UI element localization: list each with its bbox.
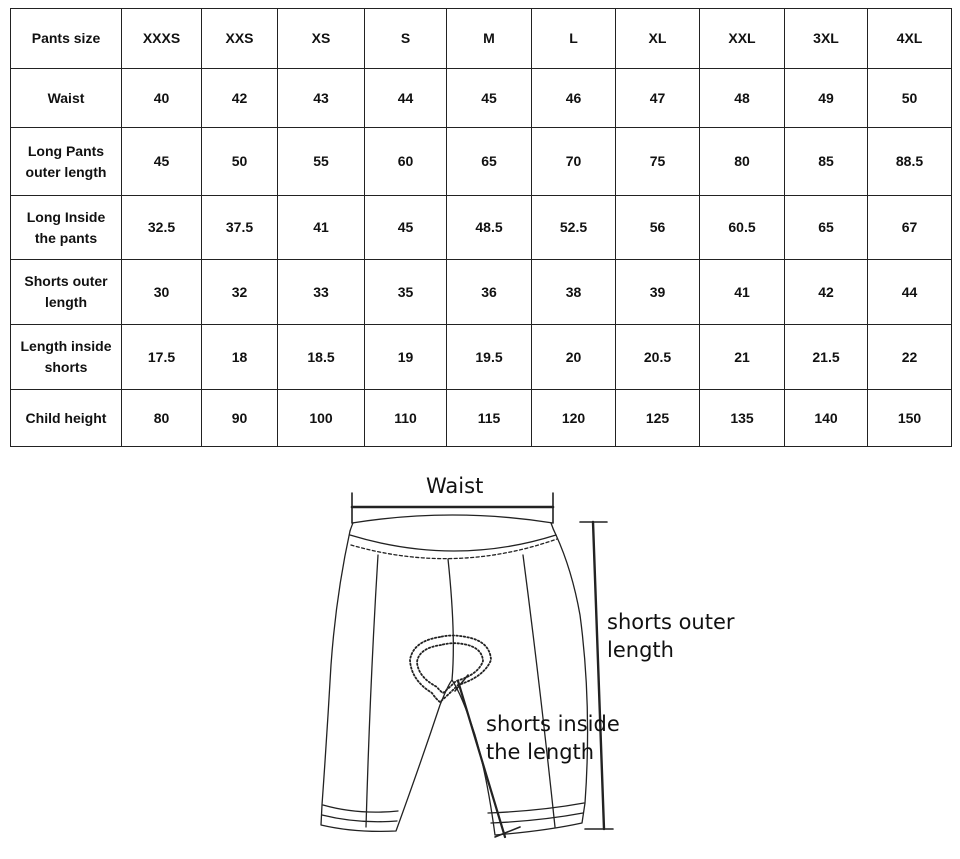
value-cell: 17.5 [122, 325, 202, 390]
size-chart-table [10, 8, 952, 447]
inside-length-label-line2: the length [486, 740, 595, 764]
value-cell: 44 [365, 69, 447, 128]
size-header-l: L [532, 9, 616, 69]
row-label-line: Long Pants [27, 142, 105, 159]
size-header-s: S [365, 9, 447, 69]
size-header-xl: XL [616, 9, 700, 69]
value-cell: 45 [122, 128, 202, 196]
size-header-4xl: 4XL [868, 9, 952, 69]
header-row [11, 9, 952, 69]
value-cell: 37.5 [202, 196, 278, 260]
value-cell: 47 [616, 69, 700, 128]
value-cell: 45 [365, 196, 447, 260]
outer-length-label-line2: length [607, 638, 674, 662]
value-cell: 120 [532, 390, 616, 447]
value-cell: 60.5 [700, 196, 785, 260]
value-cell: 41 [700, 260, 785, 325]
value-cell: 125 [616, 390, 700, 447]
shorts-diagram [0, 455, 960, 859]
value-cell: 42 [202, 69, 278, 128]
value-cell: 41 [278, 196, 365, 260]
value-cell: 48 [700, 69, 785, 128]
row-long-pants-outer-length [11, 128, 952, 196]
row-label-long-inside-pants [11, 196, 122, 260]
size-header-xxl: XXL [700, 9, 785, 69]
value-cell: 85 [785, 128, 868, 196]
value-cell: 56 [616, 196, 700, 260]
value-cell: 60 [365, 128, 447, 196]
row-label-waist [11, 69, 122, 128]
value-cell: 80 [122, 390, 202, 447]
value-cell: 115 [447, 390, 532, 447]
value-cell: 42 [785, 260, 868, 325]
value-cell: 20 [532, 325, 616, 390]
value-cell: 44 [868, 260, 952, 325]
waist-label: Waist [426, 474, 484, 498]
row-label-line: shorts [44, 359, 88, 375]
value-cell: 70 [532, 128, 616, 196]
row-long-inside-pants [11, 196, 952, 260]
value-cell: 135 [700, 390, 785, 447]
value-cell: 39 [616, 260, 700, 325]
row-label-line: outer length [25, 163, 107, 180]
value-cell: 100 [278, 390, 365, 447]
row-shorts-outer-length [11, 260, 952, 325]
header-label-cell: Pants size [11, 9, 122, 69]
row-label-line: length [45, 294, 87, 310]
value-cell: 18.5 [278, 325, 365, 390]
value-cell: 19 [365, 325, 447, 390]
row-label-line: the pants [34, 229, 98, 246]
size-header-xxs: XXS [202, 9, 278, 69]
size-header-m: M [447, 9, 532, 69]
row-label-line: Waist [47, 89, 85, 106]
value-cell: 21 [700, 325, 785, 390]
value-cell: 36 [447, 260, 532, 325]
row-child-height [11, 390, 952, 447]
size-header-xs: XS [278, 9, 365, 69]
value-cell: 33 [278, 260, 365, 325]
size-chart-body [11, 9, 952, 447]
value-cell: 35 [365, 260, 447, 325]
value-cell: 67 [868, 196, 952, 260]
row-length-inside-shorts [11, 325, 952, 390]
inside-length-label-line1: shorts inside [486, 712, 620, 736]
value-cell: 49 [785, 69, 868, 128]
value-cell: 50 [202, 128, 278, 196]
row-label-line: Length inside [20, 338, 112, 354]
value-cell: 46 [532, 69, 616, 128]
outer-length-label-line1: shorts outer [607, 610, 735, 634]
value-cell: 20.5 [616, 325, 700, 390]
value-cell: 140 [785, 390, 868, 447]
value-cell: 48.5 [447, 196, 532, 260]
value-cell: 110 [365, 390, 447, 447]
value-cell: 32.5 [122, 196, 202, 260]
value-cell: 32 [202, 260, 278, 325]
value-cell: 21.5 [785, 325, 868, 390]
row-waist [11, 69, 952, 128]
value-cell: 30 [122, 260, 202, 325]
value-cell: 80 [700, 128, 785, 196]
value-cell: 88.5 [868, 128, 952, 196]
value-cell: 150 [868, 390, 952, 447]
value-cell: 45 [447, 69, 532, 128]
value-cell: 65 [785, 196, 868, 260]
row-label-child-height [11, 390, 122, 447]
row-label-length-inside-shorts [11, 325, 122, 390]
value-cell: 19.5 [447, 325, 532, 390]
row-label-line: Shorts outer [24, 273, 108, 289]
value-cell: 40 [122, 69, 202, 128]
value-cell: 55 [278, 128, 365, 196]
value-cell: 38 [532, 260, 616, 325]
value-cell: 43 [278, 69, 365, 128]
value-cell: 90 [202, 390, 278, 447]
row-label-line: Long Inside [26, 208, 106, 225]
value-cell: 65 [447, 128, 532, 196]
row-label-line: Child height [25, 409, 107, 426]
value-cell: 18 [202, 325, 278, 390]
size-header-xxxs: XXXS [122, 9, 202, 69]
value-cell: 50 [868, 69, 952, 128]
shorts-illustration [0, 455, 960, 859]
size-header-3xl: 3XL [785, 9, 868, 69]
row-label-shorts-outer-length [11, 260, 122, 325]
value-cell: 22 [868, 325, 952, 390]
value-cell: 75 [616, 128, 700, 196]
value-cell: 52.5 [532, 196, 616, 260]
row-label-long-pants-outer-length [11, 128, 122, 196]
